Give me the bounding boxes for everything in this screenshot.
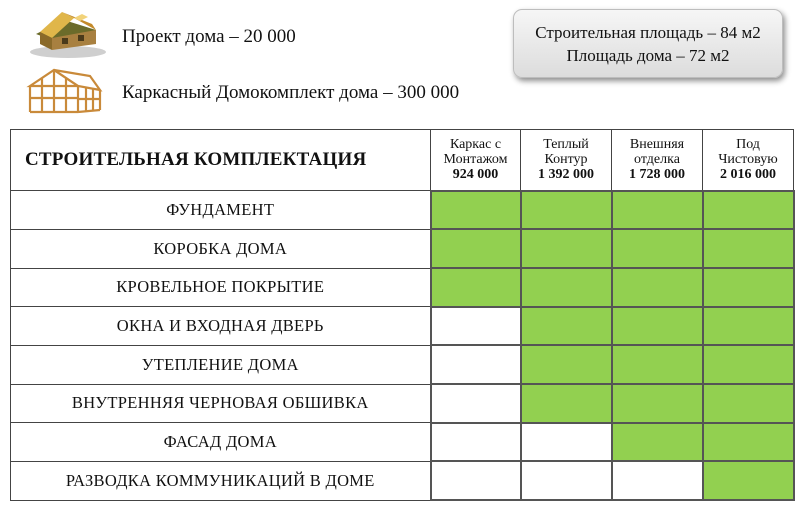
frame-kit-price-text: Каркасный Домокомплект дома – 300 000: [122, 82, 460, 103]
column-header-line2: отделка: [634, 152, 680, 168]
included-cell: [612, 191, 703, 230]
included-cell: [521, 191, 612, 230]
included-cell: [521, 268, 612, 307]
column-header-line2: Монтажом: [443, 152, 508, 168]
included-cell: [431, 268, 521, 307]
included-cell: [431, 191, 521, 230]
house-model-icon: [22, 4, 110, 60]
row-label: КОРОБКА ДОМА: [11, 229, 431, 268]
column-header-line1: Под: [736, 137, 760, 153]
excluded-cell: [521, 461, 612, 500]
column-header-line2: Контур: [544, 152, 588, 168]
building-area-text: Строительная площадь – 84 м2: [535, 22, 761, 42]
table-row: [11, 229, 794, 268]
table-row: [11, 345, 794, 384]
table-row: [11, 268, 794, 307]
row-label: ФУНДАМЕНТ: [11, 191, 431, 230]
included-cell: [703, 307, 794, 346]
included-cell: [703, 461, 794, 500]
included-cell: [703, 191, 794, 230]
column-header-line2: Чистовую: [718, 152, 778, 168]
included-cell: [521, 229, 612, 268]
excluded-cell: [521, 423, 612, 462]
row-label: КРОВЕЛЬНОЕ ПОКРЫТИЕ: [11, 268, 431, 307]
house-frame-icon: [24, 66, 104, 116]
included-cell: [612, 268, 703, 307]
included-cell: [612, 307, 703, 346]
column-header: [703, 130, 794, 191]
column-price: 1 728 000: [629, 167, 685, 183]
column-header: [431, 130, 521, 191]
column-header-line1: Каркас с: [449, 137, 502, 153]
table-row: [11, 423, 794, 462]
included-cell: [431, 229, 521, 268]
included-cell: [521, 345, 612, 384]
table-row: [11, 384, 794, 423]
column-price: 2 016 000: [720, 167, 776, 183]
included-cell: [612, 229, 703, 268]
excluded-cell: [431, 461, 521, 500]
excluded-cell: [431, 345, 521, 384]
column-price: 924 000: [452, 167, 499, 183]
table-header-row: [11, 130, 794, 191]
column-price: 1 392 000: [538, 167, 594, 183]
included-cell: [521, 384, 612, 423]
included-cell: [703, 423, 794, 462]
table-title: СТРОИТЕЛЬНАЯ КОМПЛЕКТАЦИЯ: [11, 130, 431, 191]
column-header-line1: Внешняя: [629, 137, 685, 153]
project-price-text: Проект дома – 20 000: [122, 26, 296, 47]
table-row: [11, 461, 794, 500]
house-area-text: Площадь дома – 72 м2: [566, 45, 730, 65]
area-info-box: [513, 9, 783, 78]
row-label: РАЗВОДКА КОММУНИКАЦИЙ В ДОМЕ: [11, 461, 431, 500]
included-cell: [521, 307, 612, 346]
included-cell: [703, 384, 794, 423]
column-header: [612, 130, 703, 191]
included-cell: [612, 384, 703, 423]
row-label: ФАСАД ДОМА: [11, 423, 431, 462]
included-cell: [703, 229, 794, 268]
excluded-cell: [431, 423, 521, 462]
included-cell: [703, 268, 794, 307]
column-header: [521, 130, 612, 191]
included-cell: [612, 345, 703, 384]
row-label: ВНУТРЕННЯЯ ЧЕРНОВАЯ ОБШИВКА: [11, 384, 431, 423]
included-cell: [703, 345, 794, 384]
table-row: [11, 307, 794, 346]
construction-spec-table: [10, 129, 795, 501]
included-cell: [612, 423, 703, 462]
excluded-cell: [431, 384, 521, 423]
column-header-line1: Теплый: [543, 137, 589, 153]
table-row: [11, 191, 794, 230]
table-body: [11, 191, 794, 500]
excluded-cell: [431, 307, 521, 346]
row-label: УТЕПЛЕНИЕ ДОМА: [11, 345, 431, 384]
row-label: ОКНА И ВХОДНАЯ ДВЕРЬ: [11, 307, 431, 346]
excluded-cell: [612, 461, 703, 500]
